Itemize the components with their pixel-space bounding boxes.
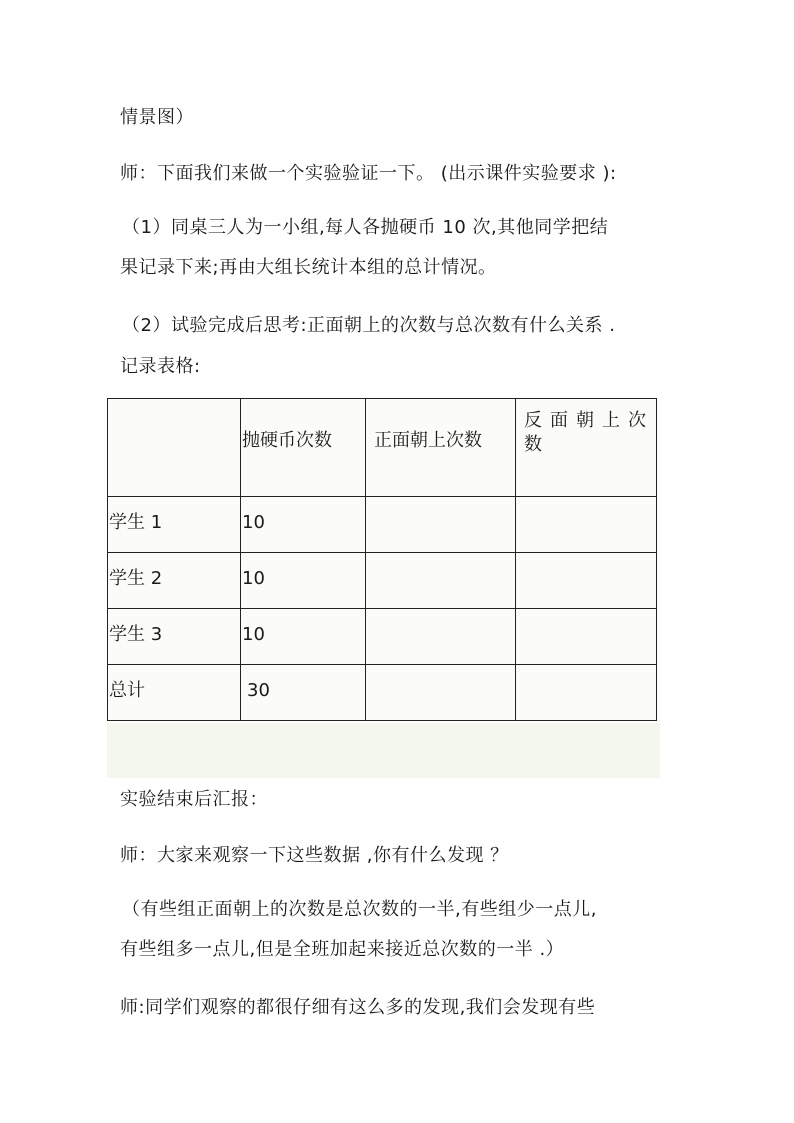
paragraph-requirement-2: （2）试验完成后思考:正面朝上的次数与总次数有什么关系 . bbox=[122, 315, 616, 336]
table-cell bbox=[366, 609, 516, 665]
paragraph-scene-image: 情景图） bbox=[120, 107, 194, 128]
table-cell: 30 bbox=[241, 665, 366, 721]
table-cell bbox=[516, 665, 657, 721]
paragraph-teacher-intro: 师：下面我们来做一个实验验证一下。 (出示课件实验要求 ): bbox=[120, 163, 617, 184]
paragraph-requirement-1-line1: （1）同桌三人为一小组,每人各抛硬币 10 次,其他同学把结 bbox=[122, 217, 609, 238]
table-cell bbox=[366, 553, 516, 609]
table-header-cell: 抛硬币次数 bbox=[241, 399, 366, 497]
paragraph-table-label: 记录表格: bbox=[120, 356, 201, 377]
table-cell bbox=[366, 497, 516, 553]
paragraph-requirement-1-line2: 果记录下来;再由大组长统计本组的总计情况。 bbox=[120, 257, 497, 278]
table-cell bbox=[516, 609, 657, 665]
table-cell: 10 bbox=[241, 553, 366, 609]
paragraph-student-answer-line2: 有些组多一点儿,但是全班加起来接近总次数的一半 .） bbox=[120, 939, 565, 960]
table-row bbox=[108, 665, 657, 721]
table-cell: 总计 bbox=[108, 665, 241, 721]
table-cell: 10 bbox=[241, 497, 366, 553]
paragraph-report: 实验结束后汇报： bbox=[120, 789, 268, 810]
table-cell bbox=[516, 553, 657, 609]
shaded-spacer bbox=[107, 723, 660, 778]
table-cell: 学生 3 bbox=[108, 609, 241, 665]
table-header-cell bbox=[108, 399, 241, 497]
paragraph-teacher-summary: 师:同学们观察的都很仔细有这么多的发现,我们会发现有些 bbox=[120, 997, 596, 1018]
table-cell: 学生 2 bbox=[108, 553, 241, 609]
table-cell bbox=[366, 665, 516, 721]
paragraph-student-answer-line1: （有些组正面朝上的次数是总次数的一半,有些组少一点儿, bbox=[122, 899, 597, 920]
table-row bbox=[108, 553, 657, 609]
table-cell: 10 bbox=[241, 609, 366, 665]
table-row bbox=[108, 497, 657, 553]
table-cell bbox=[516, 497, 657, 553]
table-header-cell: 正面朝上次数 bbox=[366, 399, 516, 497]
table-row bbox=[108, 609, 657, 665]
table-header-cell: 反面朝上次数 bbox=[516, 399, 657, 497]
paragraph-teacher-question: 师：大家来观察一下这些数据 ,你有什么发现 ？ bbox=[120, 845, 509, 866]
table-header-row bbox=[108, 399, 657, 497]
record-table bbox=[107, 398, 657, 721]
table-cell: 学生 1 bbox=[108, 497, 241, 553]
